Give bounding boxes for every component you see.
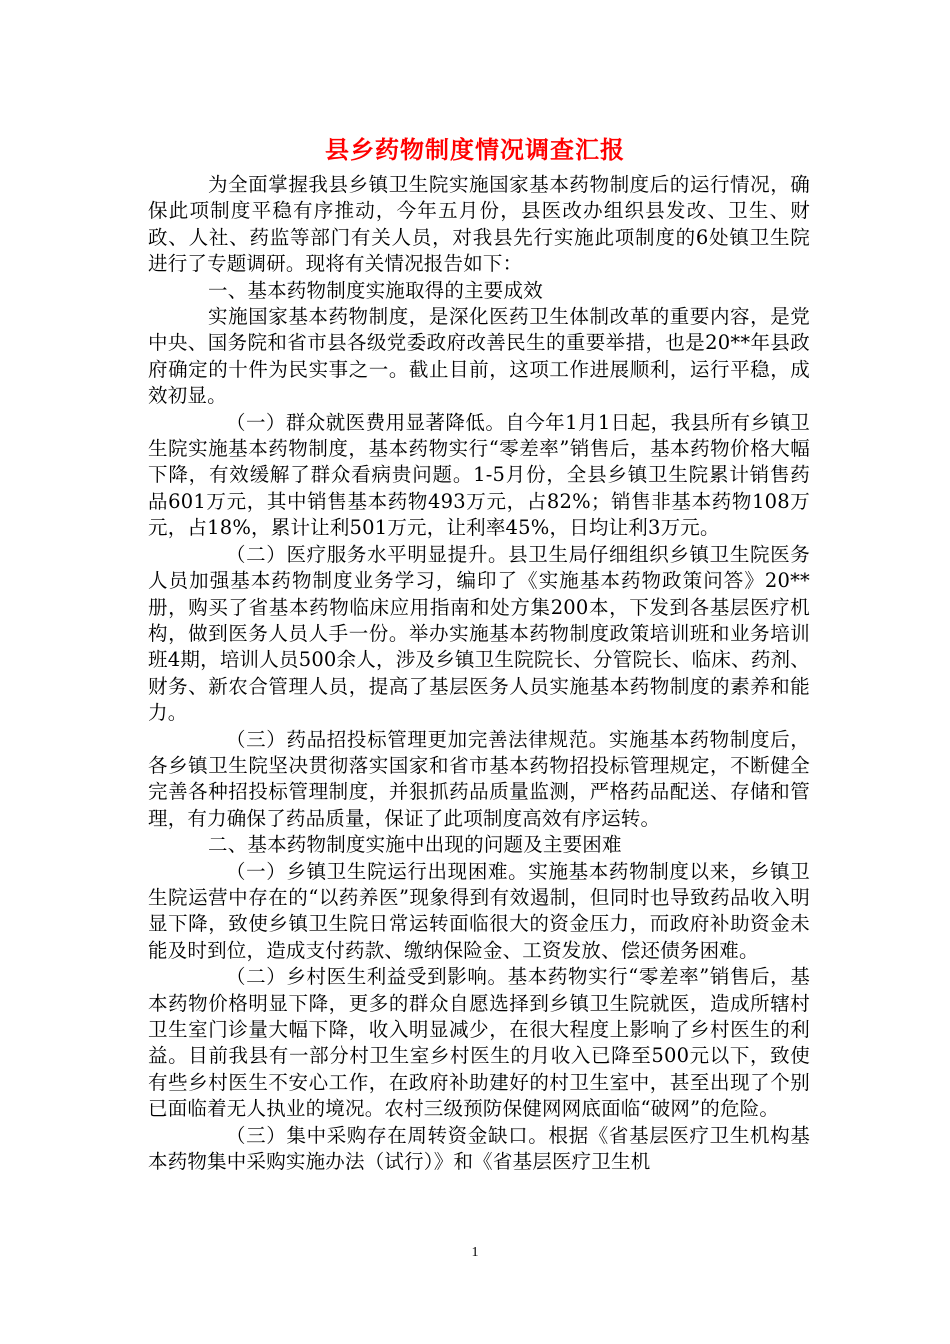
document-body [148,172,810,1175]
body-paragraph: （二）乡村医生利益受到影响。基本药物实行“零差率”销售后，基本药物价格明显下降，更多的群众自愿选择到乡镇卫生院就医，造成所辖村卫生室门诊量大幅下降，收入明显减少，在很大程度上影响了乡村医生的利益。目前我县有一部分村卫生室乡村医生的月收入已降至500元以下，致使有些乡村医生不安心工作，在政府补助建好的村卫生室中，甚至出现了个别已面临着无人执业的境况。农村三级预防保健网网底面临“破网”的危险。 [148,965,810,1121]
body-paragraph: （二）医疗服务水平明显提升。县卫生局仔细组织乡镇卫生院医务人员加强基本药物制度业务学习，编印了《实施基本药物政策问答》20**册，购买了省基本药物临床应用指南和处方集200本，下发到各基层医疗机构，做到医务人员人手一份。举办实施基本药物制度政策培训班和业务培训班4期，培训人员500余人，涉及乡镇卫生院院长、分管院长、临床、药剂、财务、新农合管理人员，提高了基层医务人员实施基本药物制度的素养和能力。 [148,542,810,725]
body-paragraph: （一）群众就医费用显著降低。自今年1月1日起，我县所有乡镇卫生院实施基本药物制度，基本药物实行“零差率”销售后，基本药物价格大幅下降，有效缓解了群众看病贵问题。1-5月份，全县乡镇卫生院累计销售药品601万元，其中销售基本药物493万元，占82%；销售非基本药物108万元，占18%，累计让利501万元，让利率45%，日均让利3万元。 [148,410,810,540]
body-paragraph: （三）集中采购存在周转资金缺口。根据《省基层医疗卫生机构基本药物集中采购实施办法（试行）》和《省基层医疗卫生机 [148,1123,810,1174]
intro-paragraph: 为全面掌握我县乡镇卫生院实施国家基本药物制度后的运行情况，确保此项制度平稳有序推动，今年五月份，县医改办组织县发改、卫生、财政、人社、药监等部门有关人员，对我县先行实施此项制度的6处镇卫生院进行了专题调研。现将有关情况报告如下： [148,173,810,276]
document-title: 县乡药物制度情况调查汇报 [325,136,625,164]
body-paragraph: （三）药品招投标管理更加完善法律规范。实施基本药物制度后，各乡镇卫生院坚决贯彻落实国家和省市基本药物招投标管理规定，不断健全完善各种招投标管理制度，并狠抓药品质量监测，严格药品配送、存储和管理，有力确保了药品质量，保证了此项制度高效有序运转。 [148,727,810,830]
body-paragraph: 实施国家基本药物制度，是深化医药卫生体制改革的重要内容，是党中央、国务院和省市县各级党委政府改善民生的重要举措，也是20**年县政府确定的十件为民实事之一。截止目前，这项工作进展顺利，运行平稳，成效初显。 [148,305,810,408]
body-paragraph: （一）乡镇卫生院运行出现困难。实施基本药物制度以来，乡镇卫生院运营中存在的“以药养医”现象得到有效遏制，但同时也导致药品收入明显下降，致使乡镇卫生院日常运转面临很大的资金压力，而政府补助资金未能及时到位，造成支付药款、缴纳保险金、工资发放、偿还债务困难。 [148,859,810,962]
page-number: 1 [471,1245,479,1260]
section-heading-1: 一、基本药物制度实施取得的主要成效 [208,278,543,302]
section-heading-2: 二、基本药物制度实施中出现的问题及主要困难 [208,833,622,857]
